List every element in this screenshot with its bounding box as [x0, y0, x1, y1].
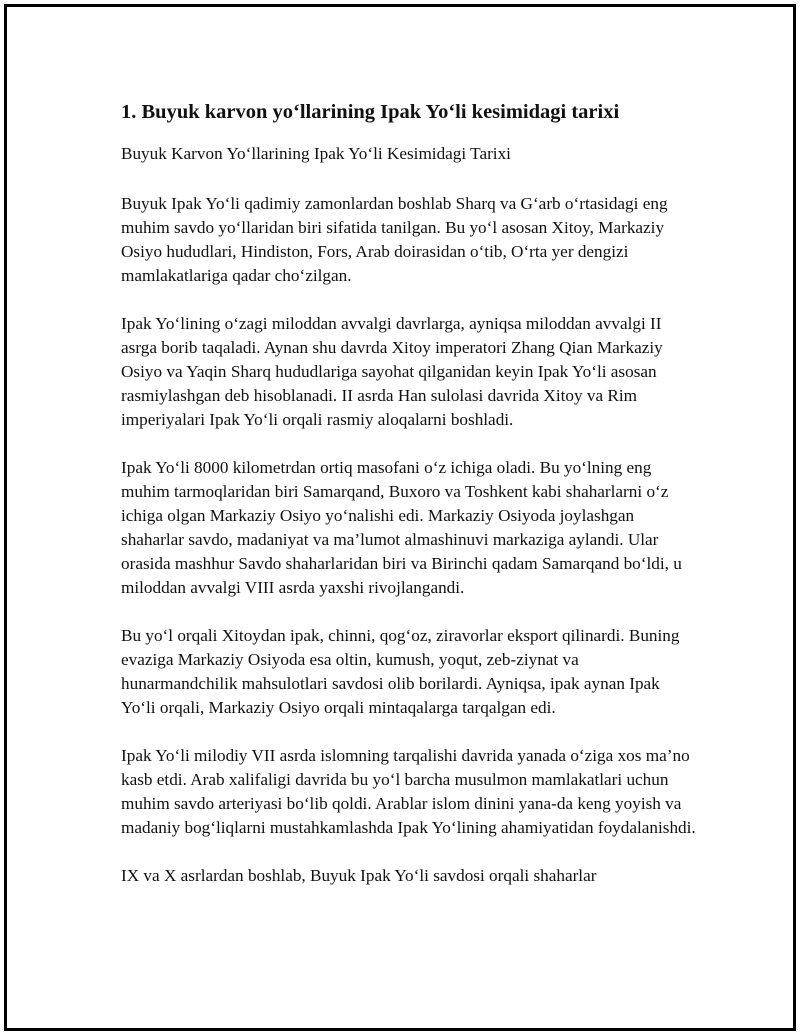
page-frame	[4, 4, 796, 1031]
paragraph: Ipak Yo‘lining o‘zagi miloddan avvalgi davrlarga, ayniqsa miloddan avvalgi II asrga borib taqaladi. Aynan shu davrda Xitoy imperatori Zhang Qian Markaziy Osiyo va Yaqin Sharq hududlariga sayohat qilganidan keyin Ipak Yo‘li asosan rasmiylashgan deb hisoblanadi. II asrda Han sulolasi davrida Xitoy va Rim imperiyalari Ipak Yo‘li orqali rasmiy aloqalarni boshladi.	[121, 314, 663, 429]
paragraph: Ipak Yo‘li milodiy VII asrda islomning tarqalishi davrida yanada o‘ziga xos ma’no kasb etdi. Arab xalifaligi davrida bu yo‘l barcha musulmon mamlakatlari uchun muhim savdo arteriyasi bo‘lib qoldi. Arablar islom dinini yana-da keng yoyish va madaniy bog‘liqlarni mustahkamlashda Ipak Yo‘lining ahamiyatidan foydalanishdi.	[121, 746, 696, 837]
document-body	[121, 99, 696, 912]
paragraph: Ipak Yo‘li 8000 kilometrdan ortiq masofani o‘z ichiga oladi. Bu yo‘lning eng muhim tarmoqlaridan biri Samarqand, Buxoro va Toshkent kabi shaharlarni o‘z ichiga olgan Markaziy Osiyo yo‘nalishi edi. Markaziy Osiyoda joylashgan shaharlar savdo, madaniyat va ma’lumot almashinuvi markaziga aylandi. Ular orasida mashhur Savdo shaharlaridan biri va Birinchi qadam Samarqand bo‘ldi, u miloddan avvalgi VIII asrda yaxshi rivojlangandi.	[121, 458, 682, 597]
paragraph: IX va X asrlardan boshlab, Buyuk Ipak Yo‘li savdosi orqali shaharlar	[121, 866, 597, 885]
paragraph: Bu yo‘l orqali Xitoydan ipak, chinni, qog‘oz, ziravorlar eksport qilinardi. Buning evaziga Markaziy Osiyoda esa oltin, kumush, yoqut, zeb-ziynat va hunarmandchilik mahsulotlari savdosi olib borilardi. Ayniqsa, ipak aynan Ipak Yo‘li orqali, Markaziy Osiyo orqali mintaqalarga tarqalgan edi.	[121, 626, 680, 717]
document-heading: 1. Buyuk karvon yo‘llarining Ipak Yo‘li kesimidagi tarixi	[121, 101, 620, 123]
document-subtitle: Buyuk Karvon Yo‘llarining Ipak Yo‘li Kesimidagi Tarixi	[121, 144, 511, 163]
paragraph: Buyuk Ipak Yo‘li qadimiy zamonlardan boshlab Sharq va G‘arb o‘rtasidagi eng muhim savdo yo‘llaridan biri sifatida tanilgan. Bu yo‘l asosan Xitoy, Markaziy Osiyo hududlari, Hindiston, Fors, Arab doirasidan o‘tib, O‘rta yer dengizi mamlakatlariga qadar cho‘zilgan.	[121, 194, 668, 285]
